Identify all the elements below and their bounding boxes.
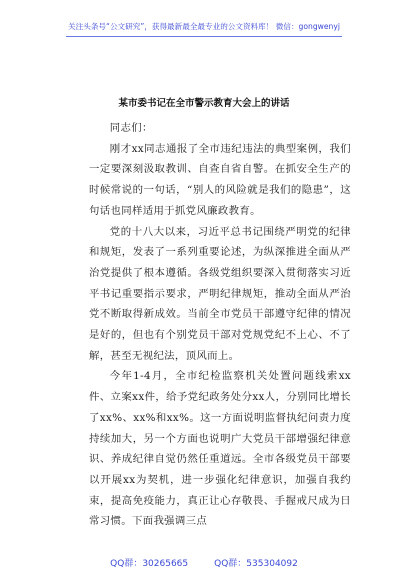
paragraph: 党的十八大以来，习近平总书记围绕严明党的纪律和规矩，发表了一系列重要论述，为纵深推进全面从严治党提供了根本遵循。各级党组织要深入贯彻落实习近平书记重要指示要求，严明纪律规矩，推动全面从严治党不断取得新成效。当前全市党员干部遵守纪律的情况是好的，但也有个别党员干部对党规党纪不上心、不了解，甚至无视纪法，顶风而上。: [89, 225, 351, 362]
paragraph: 今年1-4月，全市纪检监察机关处置问题线索xx件、立案xx件，给予党纪政务处分xx人，分别同比增长了xx%、xx%和xx%。这一方面说明监督执纪问责力度持续加大，另一个方面也说明广大党员干部增强纪律意识、养成纪律自觉仍然任重道远。全市各级党员干部要以开展xx为契机，进一步强化纪律意识，加强自我约束，提高免疫能力，真正让心存敬畏、手握戒尺成为日常习惯。下面我强调三点: [89, 370, 351, 528]
header-banner: 关注头条号“公文研究”，获得最新最全最专业的公文资料库！ 微信：gongwenyj: [68, 22, 340, 31]
document-title: 某市委书记在全市警示教育大会上的讲话: [118, 98, 290, 109]
document-body: [89, 118, 351, 532]
paragraph: 刚才xx同志通报了全市违纪违法的典型案例，我们一定要深刻汲取教训、自查自省自警。在抓安全生产的时候常说的一句话，“别人的风险就是我们的隐患”，这句话也同样适用于抓党风廉政教育。: [89, 142, 351, 217]
header-divider: [66, 36, 342, 37]
salutation: 同志们：: [109, 122, 153, 134]
footer-qq-group-2: QQ群：535304092: [214, 559, 298, 569]
footer-qq-group-1: QQ群：30265665: [110, 559, 189, 569]
footer-contact: [0, 556, 408, 569]
